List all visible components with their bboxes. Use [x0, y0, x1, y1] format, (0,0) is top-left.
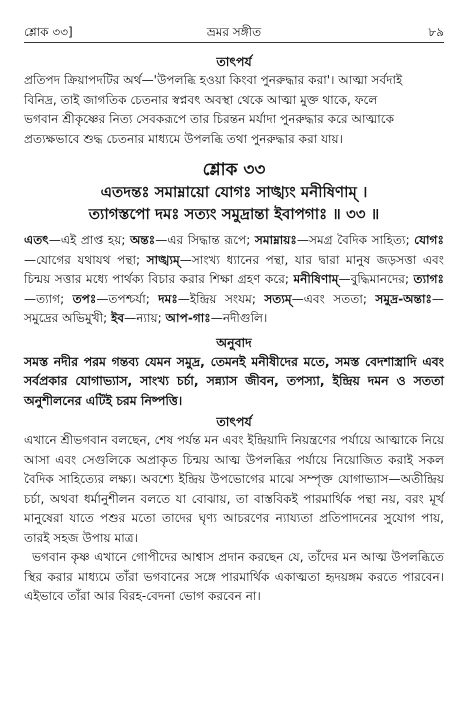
- verse-title: শ্লোক ৩৩: [202, 160, 266, 180]
- verse-line-2: ত্যাগস্তপো দমঃ সত্যং সমুদ্রান্তা ইবাপগাঃ ॥ ৩৩ ॥: [88, 205, 380, 223]
- synonym-term: দমঃ: [158, 291, 178, 306]
- translation-text: সমস্ত নদীর পরম গন্তব্য যেমন সমুদ্র, তেমনই মনীষীদের মতে, সমস্ত বেদশাস্ত্রাদি এবং সর্বপ্রকার যোগাভ্যাস, সাংখ্য চর্চা, সন্ন্যাস জীবন, তপস্যা, ইন্দ্রিয় দমন ও সততা অনুশীলনের এটিই চরম নিষ্পত্তি।: [24, 353, 444, 408]
- synonym-term: সত্যম্: [264, 291, 292, 306]
- translation-heading: অনুবাদ: [216, 334, 252, 350]
- synonym-meaning: —এর সিদ্ধান্ত রূপে;: [155, 233, 251, 247]
- text-line: প্রতিপদ ক্রিয়াপদটির অর্থ—'উপলব্ধি হওয়া কিংবা পুনরুদ্ধার করা'। আত্মা সর্বদাই: [24, 73, 403, 87]
- synonym-term: এতৎ: [24, 233, 49, 247]
- synonym-meaning: —ত্যাগ;: [24, 291, 65, 306]
- synonym-meaning: —নদীগুলি।: [210, 311, 268, 325]
- running-header: [24, 22, 444, 43]
- synonym-meaning: —সমগ্র বৈদিক সাহিত্য;: [296, 233, 410, 247]
- synonym-meaning: —যোগের যথাযথ পন্থা;: [24, 252, 141, 267]
- synonym-term: অন্তঃ: [129, 233, 156, 247]
- synonym-term: ত্যাগঃ: [413, 272, 444, 286]
- synonym-meaning: —সমুদ্রের অভিমুখী;: [24, 291, 444, 325]
- synonym-term: সমাম্নায়ঃ: [254, 233, 297, 247]
- book-page: [24, 22, 444, 607]
- synonym-meaning: —বুদ্ধিমানদের;: [338, 272, 410, 286]
- synonym-term: ইব: [111, 311, 125, 325]
- purport-heading: তাৎপর্য: [216, 54, 252, 69]
- synonym-term: আপ-গাঃ: [165, 311, 211, 325]
- synonym-term: মনীষিণাম্: [293, 272, 339, 286]
- synonym-meaning: —ইন্দ্রিয় সংযম;: [177, 291, 256, 306]
- page-number: ৮৯: [428, 25, 444, 39]
- purport-heading: তাৎপর্য: [216, 414, 252, 429]
- chapter-title: ভ্রমর সঙ্গীত: [206, 25, 262, 39]
- text-line: বিনিদ্র, তাই জাগতিক চেতনার স্বপ্নবৎ অবস্থা থেকে আত্মা মুক্ত থাকে, ফলে: [24, 92, 378, 107]
- text-line: প্রত্যক্ষভাবে শুদ্ধ চেতনার মাধ্যমে উপলব্ধি তথা পুনরুদ্ধার করা যায়।: [24, 131, 343, 146]
- synonym-meaning: —এই প্রাপ্ত হয়;: [48, 233, 126, 247]
- synonym-term: তপঃ: [72, 291, 97, 306]
- synonym-term: সমুদ্র-অন্তাঃ: [375, 291, 432, 306]
- synonym-meaning: —তপশ্চর্যা;: [96, 291, 150, 306]
- purport-paragraph: এখানে শ্রীভগবান বলছেন, শেষ পর্যন্ত মন এবং ইন্দ্রিয়াদি নিয়ন্ত্রণের পর্যায়ে আত্মাকে নিয়ে আসা এবং সেগুলিকে অপ্রাকৃত চিন্ময় আত্ম উপলব্ধির পর্যায়ে নিয়োজিত করাই সকল বৈদিক সাহিত্যের লক্ষ্য। অবশ্যে ইন্দ্রিয় উপভোগের মাঝে সম্পৃক্ত যোগাভ্যাস—অতীন্দ্রিয় চর্চা, অথবা ধর্মানুশীলন বলতে যা বোঝায়, তা বাস্তবিকই পারমার্থিক পন্থা নয়, বরং মূর্খ মানুষেরা যাতে পশুর মতো তাদের ঘৃণ্য আচরণের ন্যায্যতা প্রতিপাদনের সুযোগ পায়, তারই সহজ উপায় মাত্র।: [24, 433, 444, 545]
- synonym-term: যোগঃ: [414, 233, 444, 247]
- purport-paragraph: [24, 71, 444, 149]
- synonym-meaning: —এবং সততা;: [291, 291, 367, 306]
- text-line: ভগবান শ্রীকৃষ্ণের নিত্য সেবকরূপে তার চিরন্তন মর্যাদা পুনরুদ্ধার করে আত্মাকে: [24, 112, 395, 126]
- synonym-meaning: —সাংখ্য ধ্যানের পন্থা, যার দ্বারা মানুষ জড়সত্তা এবং চিন্ময় সত্তার মধ্যে পার্থক্য বিচার করার শিক্ষা গ্রহণ করে;: [24, 252, 444, 286]
- verse-reference: শ্লোক ৩৩]: [24, 25, 73, 39]
- synonym-meaning: —ন্যায়;: [124, 311, 162, 325]
- synonym-term: সাঙ্খ্যম্: [146, 252, 180, 267]
- synonyms-block: [24, 231, 444, 329]
- verse-line-1: এতদন্তঃ সমাম্নায়ো যোগঃ সাঙ্খ্যং মনীষিণাম্ ।: [100, 183, 368, 201]
- purport-paragraph: ভগবান কৃষ্ণ এখানে গোপীদের আশ্বাস প্রদান করছেন যে, তাঁদের মন আত্ম উপলব্ধিতে স্থির করার মাধ্যমে তাঁরা ভগবানের সঙ্গে পারমার্থিক একাত্মতা হৃদয়ঙ্গম করতে পারবেন। এইভাবে তাঁরা আর বিরহ-বেদনা ভোগ করবেন না।: [24, 550, 444, 603]
